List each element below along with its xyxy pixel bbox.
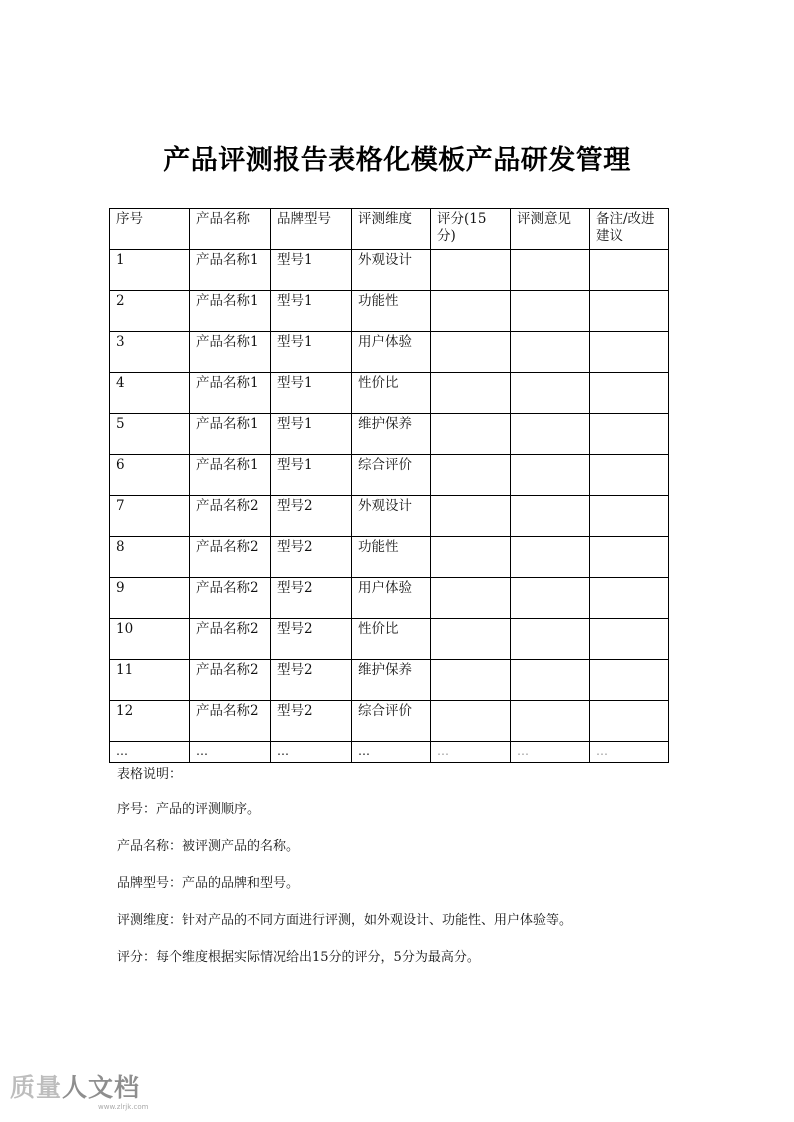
table-cell: 9: [110, 578, 190, 619]
table-cell: 型号1: [271, 414, 352, 455]
table-cell: [590, 619, 669, 660]
table-cell: 3: [110, 332, 190, 373]
table-cell: 产品名称2: [190, 537, 271, 578]
table-cell: 型号2: [271, 578, 352, 619]
table-cell: 型号2: [271, 660, 352, 701]
table-cell: 1: [110, 250, 190, 291]
table-cell: 产品名称2: [190, 496, 271, 537]
table-cell: [511, 537, 590, 578]
table-row: [110, 414, 669, 455]
watermark-text-dark: 人文档: [62, 1073, 141, 1102]
table-cell: 评测意见: [511, 209, 590, 250]
table-cell: 产品名称2: [190, 578, 271, 619]
note-item: 序号：产品的评测顺序。: [117, 802, 261, 817]
table-cell: 型号1: [271, 373, 352, 414]
table-row: [110, 332, 669, 373]
table-cell: 维护保养: [352, 660, 431, 701]
table-cell: …: [190, 742, 271, 763]
table-cell: [590, 537, 669, 578]
table-notes: [117, 766, 717, 986]
table-cell: [511, 332, 590, 373]
table-cell: 用户体验: [352, 332, 431, 373]
table-cell: …: [110, 742, 190, 763]
note-item: 评测维度：针对产品的不同方面进行评测，如外观设计、功能性、用户体验等。: [117, 913, 573, 928]
table-row: [110, 455, 669, 496]
table-cell: [511, 496, 590, 537]
table-cell: [431, 619, 511, 660]
table-cell: 产品名称2: [190, 660, 271, 701]
table-cell: 外观设计: [352, 496, 431, 537]
table-cell: [431, 701, 511, 742]
table-cell: [511, 455, 590, 496]
table-cell: [431, 496, 511, 537]
table-cell: 11: [110, 660, 190, 701]
table-cell: 型号1: [271, 291, 352, 332]
table-cell: 外观设计: [352, 250, 431, 291]
table-cell: [431, 537, 511, 578]
table-row: [110, 537, 669, 578]
table-cell: …: [271, 742, 352, 763]
table-row: [110, 660, 669, 701]
table-cell: 产品名称2: [190, 619, 271, 660]
notes-heading: 表格说明：: [117, 767, 183, 782]
table-cell: [431, 455, 511, 496]
table-cell: [590, 496, 669, 537]
table-cell: [590, 250, 669, 291]
note-item: 品牌型号：产品的品牌和型号。: [117, 876, 300, 891]
table-cell: [431, 291, 511, 332]
table-cell: 产品名称1: [190, 414, 271, 455]
table-cell: [511, 578, 590, 619]
table-cell: [431, 250, 511, 291]
table-cell: 性价比: [352, 373, 431, 414]
table-cell: [590, 660, 669, 701]
table-cell: [511, 619, 590, 660]
watermark-text-gray: 质量: [10, 1073, 63, 1102]
table-cell: [511, 701, 590, 742]
table-cell: 型号2: [271, 619, 352, 660]
table-cell: 型号1: [271, 332, 352, 373]
table-cell: [431, 414, 511, 455]
table-cell: 型号2: [271, 496, 352, 537]
table-cell: [431, 332, 511, 373]
table-cell: 备注/改进建议: [590, 209, 669, 250]
table-cell: 用户体验: [352, 578, 431, 619]
table-cell: 性价比: [352, 619, 431, 660]
table-cell: 产品名称2: [190, 701, 271, 742]
table-cell: [590, 701, 669, 742]
table-cell: [590, 332, 669, 373]
table-cell: 评测维度: [352, 209, 431, 250]
table-cell: [511, 373, 590, 414]
table-cell: 产品名称: [190, 209, 271, 250]
table-cell: 综合评价: [352, 455, 431, 496]
table-row: [110, 496, 669, 537]
table-row: [110, 701, 669, 742]
table-cell: …: [511, 742, 590, 763]
table-cell: 产品名称1: [190, 291, 271, 332]
table-cell: …: [431, 742, 511, 763]
table-cell: [511, 291, 590, 332]
table-cell: 产品名称1: [190, 373, 271, 414]
table-cell: 维护保养: [352, 414, 431, 455]
table-cell: 型号1: [271, 250, 352, 291]
table-cell: [431, 660, 511, 701]
table-cell: 产品名称1: [190, 455, 271, 496]
table-cell: 型号1: [271, 455, 352, 496]
watermark-url: www.zlrjk.com: [98, 1103, 149, 1111]
watermark-logo: [10, 1073, 149, 1111]
table-cell: [511, 414, 590, 455]
table-cell: 2: [110, 291, 190, 332]
table-cell: [590, 455, 669, 496]
table-cell: 评分(15分): [431, 209, 511, 250]
table-cell: 7: [110, 496, 190, 537]
table-cell: 综合评价: [352, 701, 431, 742]
table-cell: [431, 373, 511, 414]
table-cell: …: [590, 742, 669, 763]
table-cell: 12: [110, 701, 190, 742]
table-cell: [431, 578, 511, 619]
table-cell: [590, 578, 669, 619]
evaluation-table: [109, 208, 669, 763]
table-cell: 型号2: [271, 537, 352, 578]
table-cell: 序号: [110, 209, 190, 250]
table-cell: 功能性: [352, 537, 431, 578]
table-cell: 5: [110, 414, 190, 455]
table-row: [110, 619, 669, 660]
table-cell: 功能性: [352, 291, 431, 332]
table-cell: 型号2: [271, 701, 352, 742]
table-cell: [590, 414, 669, 455]
table-header-row: [110, 209, 669, 250]
table-cell: 10: [110, 619, 190, 660]
table-row: [110, 373, 669, 414]
note-item: 评分：每个维度根据实际情况给出15分的评分，5分为最高分。: [117, 950, 480, 965]
table-cell: …: [352, 742, 431, 763]
table-cell: [511, 250, 590, 291]
table-cell: [511, 660, 590, 701]
table-cell: 品牌型号: [271, 209, 352, 250]
document-title: 产品评测报告表格化模板产品研发管理: [163, 145, 631, 176]
table-cell: 4: [110, 373, 190, 414]
table-cell: 8: [110, 537, 190, 578]
table-row: [110, 250, 669, 291]
table-row: [110, 291, 669, 332]
table-row: [110, 742, 669, 763]
table-cell: [590, 373, 669, 414]
note-item: 产品名称：被评测产品的名称。: [117, 839, 300, 854]
table-cell: 6: [110, 455, 190, 496]
table-cell: 产品名称1: [190, 250, 271, 291]
table-row: [110, 578, 669, 619]
table-cell: 产品名称1: [190, 332, 271, 373]
table-cell: [590, 291, 669, 332]
